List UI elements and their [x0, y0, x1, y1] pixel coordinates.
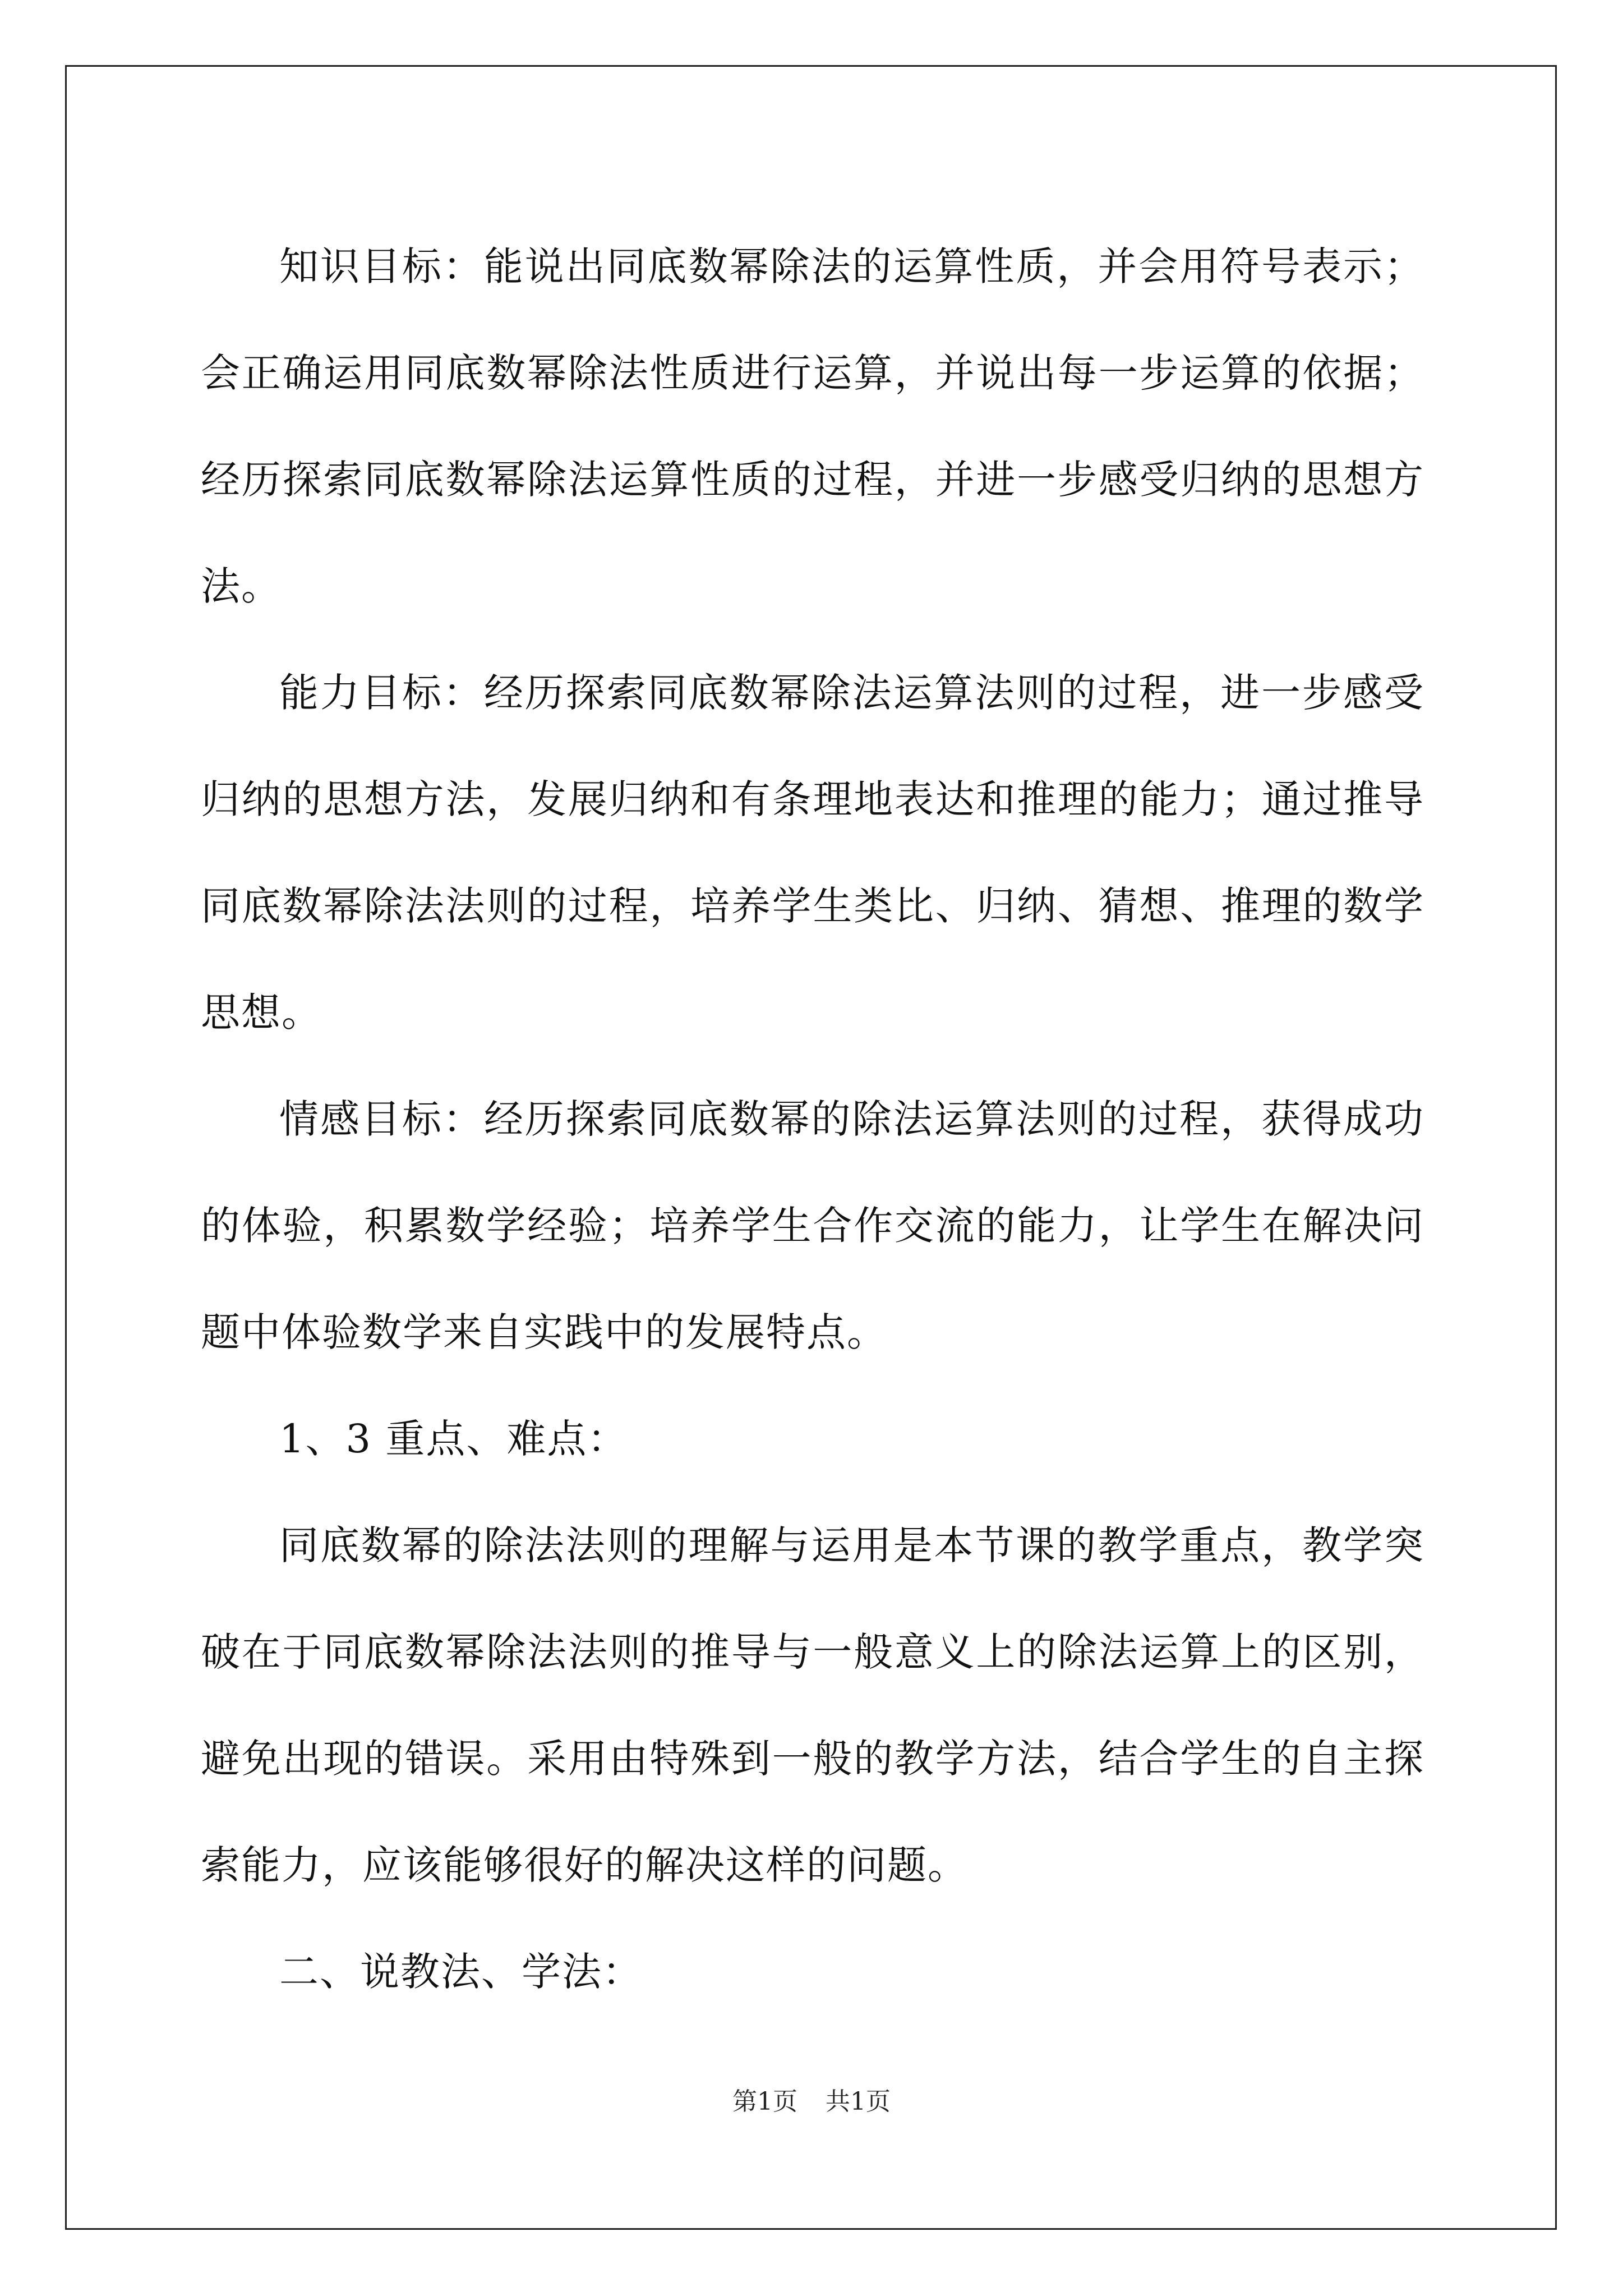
- paragraph-ability-goal: 能力目标：经历探索同底数幂除法运算法则的过程，进一步感受归纳的思想方法，发展归纳和有条理地表达和推理的能力；通过推导同底数幂除法法则的过程，培养学生类比、归纳、猜想、推理的数学思想。: [201, 670, 1424, 1036]
- document-body: [201, 213, 1424, 2025]
- paragraph-knowledge-goal: 知识目标：能说出同底数幂除法的运算性质，并会用符号表示；会正确运用同底数幂除法性质进行运算，并说出每一步运算的依据；经历探索同底数幂除法运算性质的过程，并进一步感受归纳的思想方法。: [201, 243, 1424, 609]
- page-number: 第1页: [732, 2087, 797, 2116]
- paragraph-key-points: 同底数幂的除法法则的理解与运用是本节课的教学重点，教学突破在于同底数幂除法法则的推导与一般意义上的除法运算上的区别，避免出现的错误。采用由特殊到一般的教学方法，结合学生的自主探索能力，应该能够很好的解决这样的问题。: [201, 1522, 1424, 1888]
- page-total: 共1页: [826, 2087, 891, 2116]
- section-heading-key-points: 1、3 重点、难点：: [279, 1416, 628, 1462]
- page-footer: [0, 2081, 1623, 2117]
- paragraph-emotion-goal: 情感目标：经历探索同底数幂的除法运算法则的过程，获得成功的体验，积累数学经验；培养学生合作交流的能力，让学生在解决问题中体验数学来自实践中的发展特点。: [201, 1096, 1424, 1355]
- section-heading-methods: 二、说教法、学法：: [279, 1949, 643, 1995]
